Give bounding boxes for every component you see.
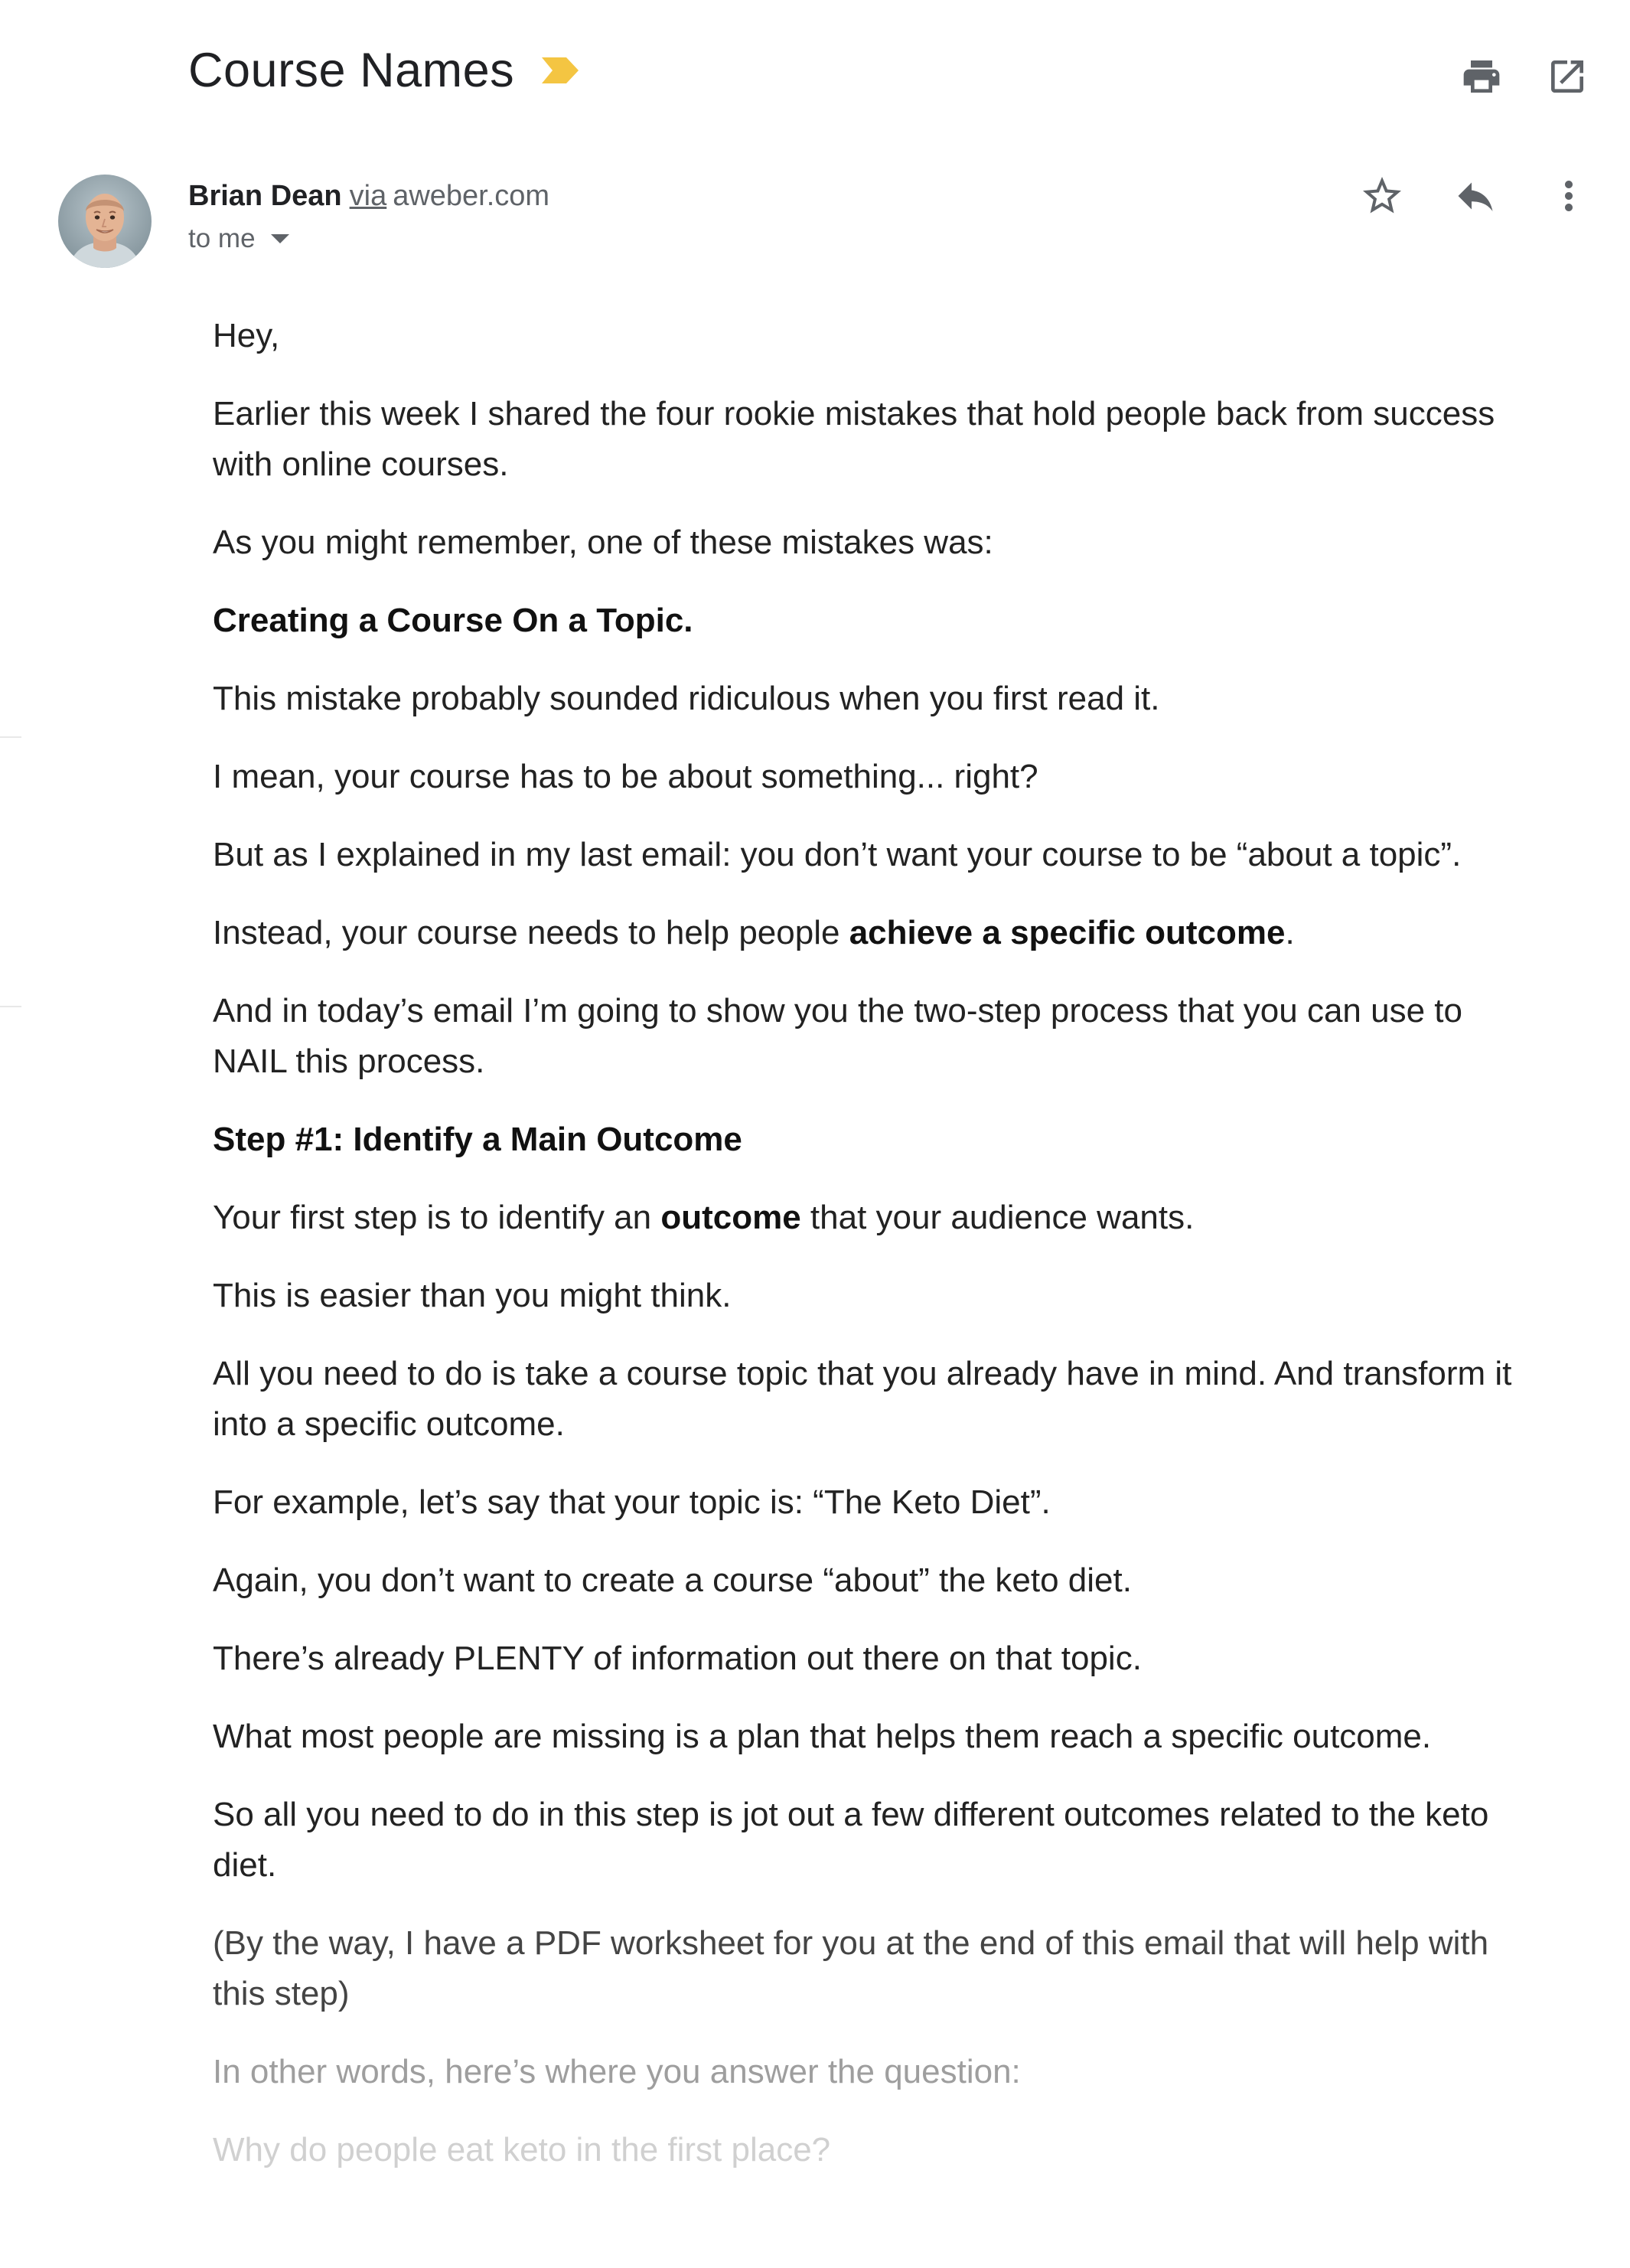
body-paragraph bbox=[213, 908, 1544, 958]
message-actions bbox=[1359, 173, 1592, 219]
open-in-new-icon[interactable] bbox=[1546, 55, 1589, 98]
email-body bbox=[213, 311, 1544, 2203]
sender-domain: aweber.com bbox=[393, 180, 550, 212]
body-paragraph bbox=[213, 1114, 1544, 1165]
text-span: that your audience wants. bbox=[800, 1199, 1195, 1236]
body-paragraph bbox=[213, 596, 1544, 646]
via-link[interactable]: via bbox=[349, 180, 387, 212]
body-paragraph: Hey, bbox=[213, 317, 280, 354]
sender-avatar[interactable] bbox=[58, 175, 152, 268]
text-span: Your first step is to identify an bbox=[213, 1199, 661, 1236]
body-paragraph: And in today’s email I’m going to show you the two-step process that you can use to NAIL this process. bbox=[213, 992, 1462, 1080]
body-paragraph: This mistake probably sounded ridiculous when you first read it. bbox=[213, 680, 1160, 717]
bold-text: outcome bbox=[660, 1199, 801, 1236]
body-paragraph: But as I explained in my last email: you don’t want your course to be “about a topic”. bbox=[213, 836, 1462, 873]
recipient-label: to me bbox=[188, 224, 256, 253]
body-paragraph bbox=[213, 1193, 1544, 1243]
body-paragraph: (By the way, I have a PDF worksheet for you at the end of this email that will help with this step) bbox=[213, 1924, 1489, 2012]
body-paragraph: All you need to do is take a course topic that you already have in mind. And transform it into a specific outcome. bbox=[213, 1355, 1512, 1443]
body-paragraph: Again, you don’t want to create a course “about” the keto diet. bbox=[213, 1561, 1132, 1599]
sender-name[interactable]: Brian Dean bbox=[188, 180, 342, 212]
sender-line bbox=[188, 176, 549, 216]
text-span: Instead, your course needs to help people bbox=[213, 914, 849, 951]
body-paragraph-faded: Why do people eat keto in the first place? bbox=[213, 2131, 831, 2168]
bold-text: achieve a specific outcome bbox=[849, 914, 1286, 951]
email-subject: Course Names bbox=[188, 44, 515, 97]
reply-icon[interactable] bbox=[1452, 173, 1498, 219]
body-paragraph: So all you need to do in this step is jot out a few different outcomes related to the keto diet. bbox=[213, 1796, 1489, 1884]
body-paragraph: I mean, your course has to be about something... right? bbox=[213, 758, 1038, 795]
body-paragraph: What most people are missing is a plan that helps them reach a specific outcome. bbox=[213, 1718, 1432, 1755]
body-paragraph-faded: In other words, here’s where you answer the question: bbox=[213, 2053, 1021, 2090]
bold-text: Creating a Course On a Topic. bbox=[213, 602, 693, 639]
print-icon[interactable] bbox=[1460, 55, 1503, 98]
more-vert-icon[interactable] bbox=[1546, 173, 1592, 219]
text-span: . bbox=[1285, 914, 1295, 951]
important-label-icon[interactable] bbox=[540, 56, 580, 85]
thread-actions bbox=[1460, 55, 1589, 98]
step-heading: Step #1: Identify a Main Outcome bbox=[213, 1121, 742, 1158]
body-paragraph: For example, let’s say that your topic is: “The Keto Diet”. bbox=[213, 1483, 1051, 1521]
left-edge-divider bbox=[0, 1006, 21, 1007]
body-paragraph: There’s already PLENTY of information out there on that topic. bbox=[213, 1640, 1142, 1677]
body-paragraph: As you might remember, one of these mistakes was: bbox=[213, 524, 993, 561]
sender-info bbox=[188, 176, 549, 254]
left-edge-divider bbox=[0, 736, 21, 738]
chevron-down-icon[interactable] bbox=[271, 234, 289, 243]
subject-row bbox=[188, 43, 580, 98]
body-paragraph: Earlier this week I shared the four rookie mistakes that hold people back from success with online courses. bbox=[213, 395, 1495, 483]
recipient-details-toggle[interactable] bbox=[188, 224, 549, 254]
body-paragraph: This is easier than you might think. bbox=[213, 1277, 732, 1314]
star-icon[interactable] bbox=[1359, 173, 1405, 219]
